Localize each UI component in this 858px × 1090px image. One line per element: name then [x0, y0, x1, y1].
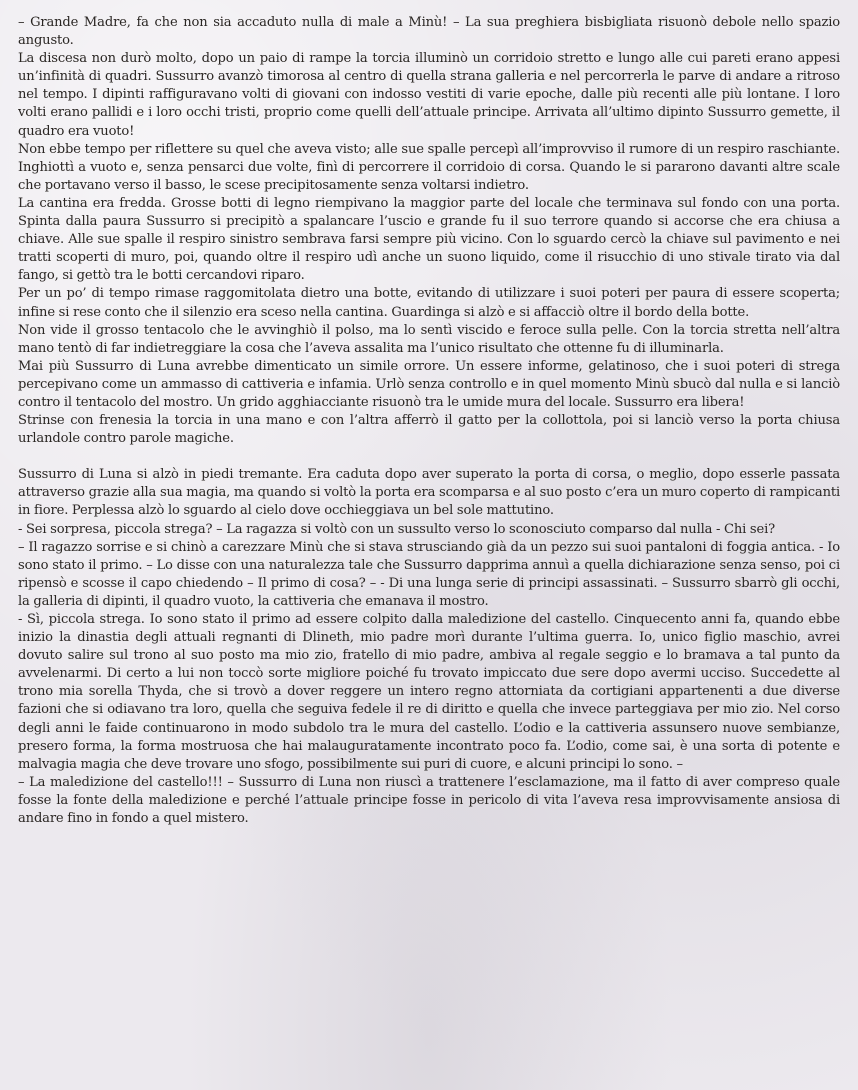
paragraph: La cantina era fredda. Grosse botti di legno riempivano la maggior parte del locale che terminava sul fondo con una porta. Spinta dalla paura Sussurro si precipitò a spalancare l’uscio e grande fu il suo terrore quando si accorse che era chiusa a chiave. Alle sue spalle il respiro sinistro sembrava farsi sempre più vicino. Con lo sguardo cercò la chiave sul pavimento e nei tratti scoperti di muro, poi, quando oltre il respiro udì anche un suono liquido, come il risucchio di uno stivale tirato via dal fango, si gettò tra le botti cercandovi riparo.	[18, 195, 840, 284]
paragraph: La discesa non durò molto, dopo un paio di rampe la torcia illuminò un corridoio stretto e lungo alle cui pareti erano appesi un’infinità di quadri. Sussurro avanzò timorosa al centro di quella strana galleria e nel percorrerla le parve di andare a ritroso nel tempo. I dipinti raffiguravano volti di giovani con indosso vestiti di varie epoche, dalle più recenti alle più lontane. I loro volti erano pallidi e i loro occhi tristi, proprio come quelli dell’attuale principe. Arrivata all’ultimo dipinto Sussurro gemette, il quadro era vuoto!	[18, 51, 840, 139]
paragraph: – La maledizione del castello!!! – Sussurro di Luna non riuscì a trattenere l’esclamazione, ma il fatto di aver compreso quale fosse la fonte della maledizione e perché l’attuale principe fosse in pericolo di vita l’aveva resa improvvisamente ansiosa di andare fino in fondo a quel mistero.	[18, 774, 840, 827]
paragraph: Non vide il grosso tentacolo che le avvinghiò il polso, ma lo sentì viscido e feroce sulla pelle. Con la torcia stretta nell’altra mano tentò di far indietreggiare la cosa che l’aveva assalita ma l’unico risultato che ottenne fu di illuminarla.	[18, 322, 840, 356]
paragraph: Per un po’ di tempo rimase raggomitolata dietro una botte, evitando di utilizzare i suoi poteri per paura di essere scoperta; infine si rese conto che il silenzio era sceso nella cantina. Guardinga si alzò e si affacciò oltre il bordo della botte.	[18, 286, 840, 320]
paragraph: Sussurro di Luna si alzò in piedi tremante. Era caduta dopo aver superato la porta di corsa, o meglio, dopo esserle passata attraverso grazie alla sua magia, ma quando si voltò la porta era scomparsa e al suo posto c’era un muro coperto di rampicanti in fiore. Perplessa alzò lo sguardo al cielo dove occhieggiava un bel sole mattutino.	[18, 467, 840, 519]
document-page	[18, 14, 840, 1080]
paragraph: Mai più Sussurro di Luna avrebbe dimenticato un simile orrore. Un essere informe, gelatinoso, che i suoi poteri di strega percepivano come un ammasso di cattiveria e infamia. Urlò senza controllo e in quel momento Minù sbucò dal nulla e si lanciò contro il tentacolo del mostro. Un grido agghiacciante risuonò tra le umide mura del locale. Sussurro era libera!	[18, 358, 840, 410]
paragraph: - Sei sorpresa, piccola strega? – La ragazza si voltò con un sussulto verso lo sconosciuto comparso dal nulla - Chi sei?	[18, 521, 775, 537]
paragraph: Strinse con frenesia la torcia in una mano e con l’altra afferrò il gatto per la collottola, poi si lanciò verso la porta chiusa urlandole contro parole magiche.	[18, 413, 840, 447]
paragraph: Non ebbe tempo per riflettere su quel che aveva visto; alle sue spalle percepì all’improvviso il rumore di un respiro raschiante. Inghiottì a vuoto e, senza pensarci due volte, finì di percorrere il corridoio di corsa. Quando le si pararono davanti altre scale che portavano verso il basso, le scese precipitosamente senza voltarsi indietro.	[18, 141, 840, 193]
paragraph: – Grande Madre, fa che non sia accaduto nulla di male a Minù! – La sua preghiera bisbigliata risuonò debole nello spazio angusto.	[18, 15, 840, 49]
paragraph: – Il ragazzo sorrise e si chinò a carezzare Minù che si stava strusciando già da un pezzo sui suoi pantaloni di foggia antica. - Io sono stato il primo. – Lo disse con una naturalezza tale che Sussurro dapprima annuì a quella dichiarazione senza senso, poi ci ripensò e scosse il capo chiedendo – Il primo di cosa? – - Di una lunga serie di principi assassinati. – Sussurro sbarrò gli occhi, la galleria di dipinti, il quadro vuoto, la cattiveria che emanava il mostro.	[18, 539, 840, 609]
paragraph: - Sì, piccola strega. Io sono stato il primo ad essere colpito dalla maledizione del castello. Cinquecento anni fa, quando ebbe inizio la dinastia degli attuali regnanti di Dlineth, mio padre morì durante l’ultima guerra. Io, unico figlio maschio, avrei dovuto salire sul trono al suo posto ma mio zio, fratello di mio padre, ambiva al regale seggio e lo bramava a tal punto da avvelenarmi. Di certo a lui non toccò sorte migliore poiché fu trovato impiccato due sere dopo avermi ucciso. Succedette al trono mia sorella Thyda, che si trovò a dover reggere un intero regno attorniata da cortigiani appartenenti a due diverse fazioni che si odiavano tra loro, quella che seguiva fedele il re di diritto e quella che invece parteggiava per mio zio. Nel corso degli anni le faide continuarono in modo subdolo tra le mura del castello. L’odio e la cattiveria assunsero nuove sembianze, presero forma, la forma mostruosa che hai malauguratamente incontrato poco fa. L’odio, come sai, è una sorta di potente e malvagia magia che deve trovare uno sfogo, possibilmente sui puri di cuore, e alcuni principi lo sono. –	[18, 612, 840, 772]
